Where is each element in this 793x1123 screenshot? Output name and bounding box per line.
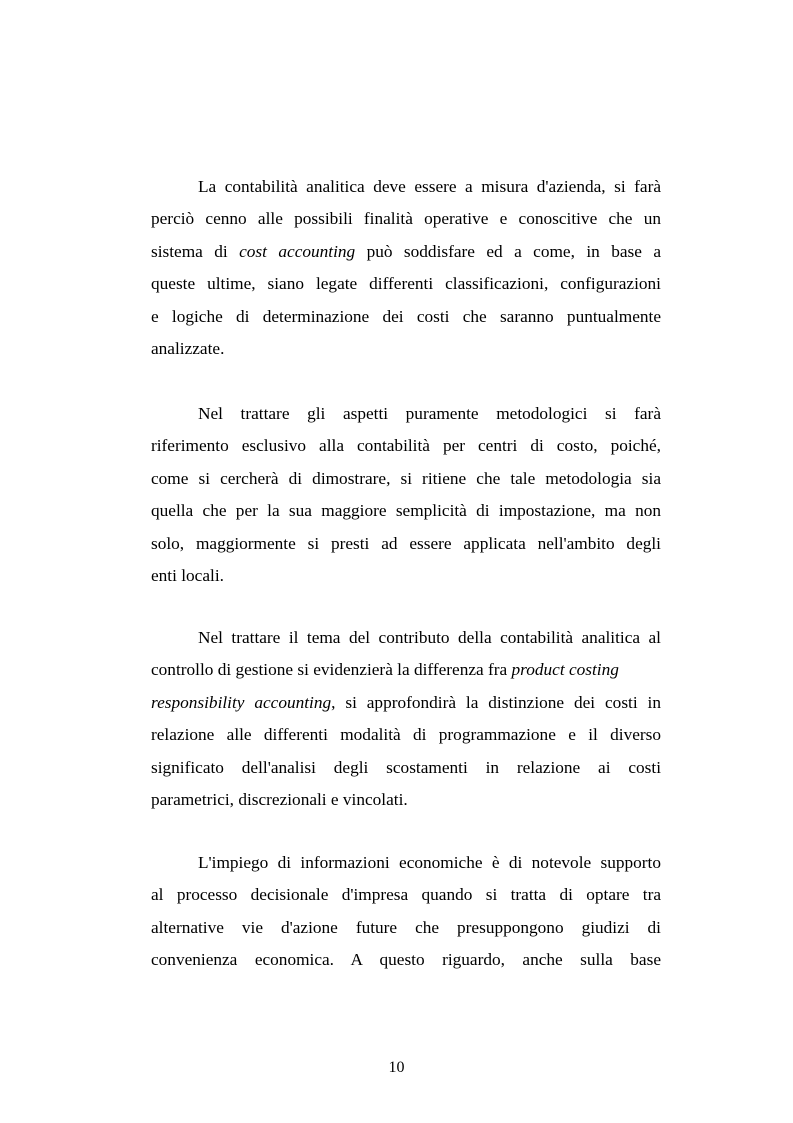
paragraph-line: Nel trattare il tema del contributo della contabilità analitica al [198,628,661,647]
paragraph-line: analizzate. [151,338,225,358]
text-run: può soddisfare ed a come, in base a [355,241,661,261]
text-run: controllo di gestione si evidenzierà la differenza fra [151,660,512,680]
paragraph-line: relazione alle differenti modalità di programmazione e il diverso [151,725,661,745]
paragraph-line [151,654,661,686]
paragraph-2 [151,398,661,592]
italic-term: responsibility accounting [151,692,332,712]
paragraph-1 [151,171,661,365]
italic-term: product costing [511,660,619,680]
paragraph-line: alternative vie d'azione future che presuppongono giudizi di [151,917,661,937]
paragraph-line: La contabilità analitica deve essere a misura d'azienda, si farà [198,177,661,196]
paragraph-line: enti locali. [151,565,224,585]
paragraph-line: significato dell'analisi degli scostamenti in relazione ai costi [151,757,661,777]
paragraph-line: solo, maggiormente si presti ad essere applicata nell'ambito degli [151,533,661,553]
page-number: 10 [388,1059,405,1076]
paragraph-line: quella che per la sua maggiore semplicità di impostazione, ma non [151,501,661,521]
paragraph-line: queste ultime, siano legate differenti classificazioni, configurazioni [151,274,661,294]
paragraph-line: al processo decisionale d'impresa quando si tratta di optare tra [151,885,661,905]
paragraph-line [151,687,661,719]
text-run: sistema di [151,241,240,261]
paragraph-line: parametrici, discrezionali e vincolati. [151,789,408,809]
paragraph-line: Nel trattare gli aspetti puramente metodologici si farà [198,404,661,423]
paragraph-line: e logiche di determinazione dei costi che saranno puntualmente [151,306,661,326]
paragraph-line: riferimento esclusivo alla contabilità per centri di costo, poiché, [151,436,661,456]
paragraph-3 [151,622,661,816]
paragraph-4 [151,847,661,977]
paragraph-line: convenienza economica. A questo riguardo, anche sulla base [151,950,661,970]
paragraph-line: come si cercherà di dimostrare, si ritiene che tale metodologia sia [151,468,661,488]
paragraph-line: L'impiego di informazioni economiche è di notevole supporto [198,853,661,872]
text-run: , si approfondirà la distinzione dei costi in [331,692,661,712]
paragraph-line [151,236,661,268]
italic-term: cost accounting [239,241,356,261]
paragraph-line: perciò cenno alle possibili finalità operative e conoscitive che un [151,209,661,229]
